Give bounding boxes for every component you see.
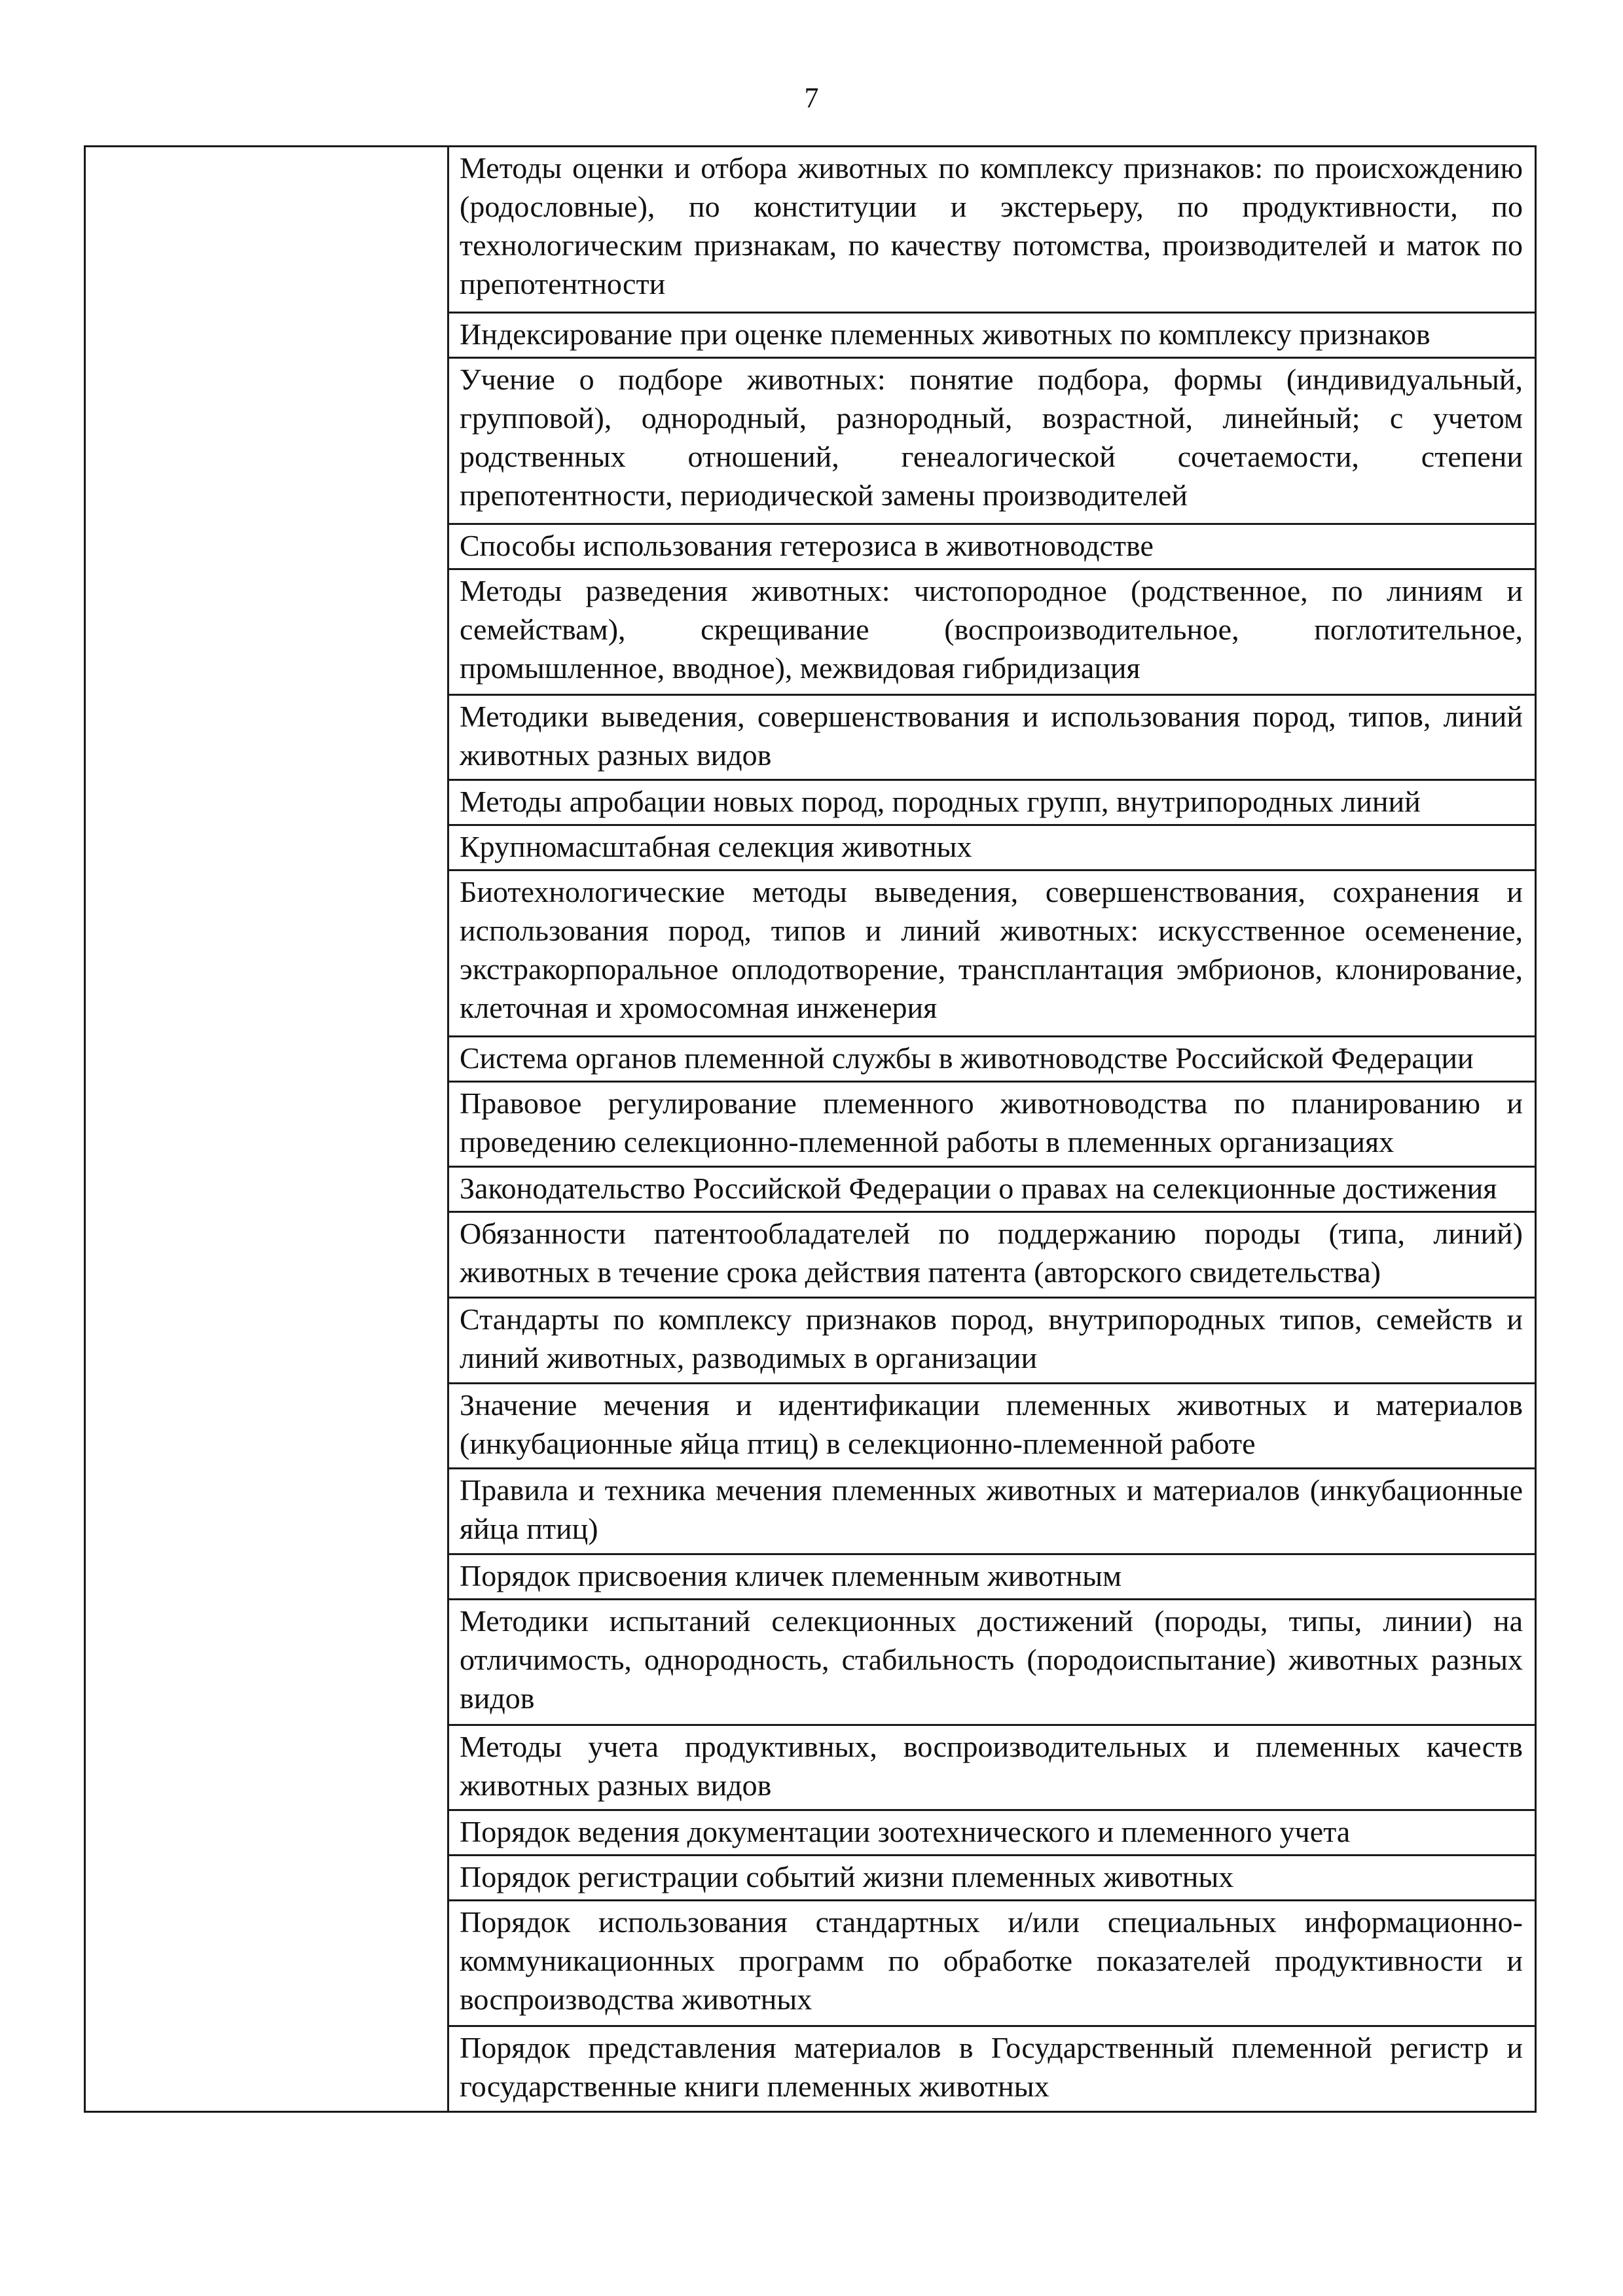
table-cell [448,1383,1536,1469]
table-cell [448,2026,1536,2112]
table-cell [448,1554,1536,1599]
table-cell [448,1212,1536,1298]
table-cell [448,1901,1536,2026]
row-text: Способы использования гетерозиса в животноводстве [460,528,1154,562]
table-cell [448,870,1536,1037]
row-text: Порядок использования стандартных и/или специальных информационно-коммуникационных программ по обработке показателей продуктивности и воспроизводства животных [460,1905,1523,2017]
table-cell [448,694,1536,780]
row-text: Обязанности патентообладателей по поддержанию породы (типа, линий) животных в течение срока действия патента (авторского свидетельства) [460,1217,1523,1289]
row-text: Стандарты по комплексу признаков пород, внутрипородных типов, семейств и линий животных, разводимых в организации [460,1302,1523,1374]
row-text: Методы апробации новых пород, породных групп, внутрипородных линий [460,785,1421,819]
row-text: Порядок регистрации событий жизни племенных животных [460,1860,1234,1894]
row-text: Индексирование при оценке племенных животных по комплексу признаков [460,317,1431,351]
row-text: Биотехнологические методы выведения, совершенствования, сохранения и использования пород, типов и линий животных: искусственное осеменение, экстракорпоральное оплодотворение, трансплантация эмбрионов, клонирование, клеточная и хромосомная инженерия [460,875,1523,1025]
row-text: Методики выведения, совершенствования и использования пород, типов, линий животных разных видов [460,699,1523,772]
table-cell [448,780,1536,825]
row-text: Порядок присвоения кличек племенным животным [460,1558,1122,1592]
row-text: Порядок ведения документации зоотехнического и племенного учета [460,1815,1351,1849]
table-cell [448,1081,1536,1167]
row-text: Учение о подборе животных: понятие подбора, формы (индивидуальный, групповой), однородный, разнородный, возрастной, линейный; с учетом родственных отношений, генеалогической сочетаемости, степени препотентности, периодической замены производителей [460,362,1523,512]
row-text: Методы разведения животных: чистопородное (родственное, по линиям и семействам), скрещивание (воспроизводительное, поглотительное, промышленное, вводное), межвидовая гибридизация [460,573,1523,685]
row-text: Система органов племенной службы в животноводстве Российской Федерации [460,1041,1474,1075]
row-text: Законодательство Российской Федерации о правах на селекционные достижения [460,1172,1497,1206]
left-column-text [86,147,447,2111]
requirements-table [84,145,1537,2113]
row-text: Правовое регулирование племенного животноводства по планированию и проведению селекционно-племенной работы в племенных организациях [460,1086,1523,1158]
table-cell [448,1036,1536,1081]
table-cell [448,569,1536,694]
left-column-cell [85,147,448,2112]
table-cell [448,357,1536,524]
page-number: 7 [804,82,819,114]
table-cell [448,1297,1536,1383]
table-cell [448,1810,1536,1856]
table-cell [448,1725,1536,1810]
table-cell [448,1856,1536,1901]
table-cell [448,1599,1536,1725]
row-text: Методы учета продуктивных, воспроизводительных и племенных качеств животных разных видов [460,1729,1523,1802]
table-row [85,147,1536,313]
row-text: Методы оценки и отбора животных по комплексу признаков: по происхождению (родословные), по конституции и экстерьеру, по продуктивности, по технологическим признакам, по качеству потомства, производителей и маток по препотентности [460,151,1523,300]
table-cell [448,524,1536,569]
table-cell [448,147,1536,313]
row-text: Крупномасштабная селекция животных [460,830,972,864]
row-text: Методики испытаний селекционных достижений (породы, типы, линии) на отличимость, однородность, стабильность (породоиспытание) животных разных видов [460,1604,1523,1715]
row-text: Значение мечения и идентификации племенных животных и материалов (инкубационные яйца птиц) в селекционно-племенной работе [460,1388,1523,1460]
row-text: Порядок представления материалов в Государственный племенной регистр и государственные книги племенных животных [460,2031,1523,2104]
table-cell [448,825,1536,870]
table-cell [448,1469,1536,1554]
table-cell [448,1167,1536,1212]
row-text: Правила и техника мечения племенных животных и материалов (инкубационные яйца птиц) [460,1473,1523,1546]
table-cell [448,312,1536,357]
